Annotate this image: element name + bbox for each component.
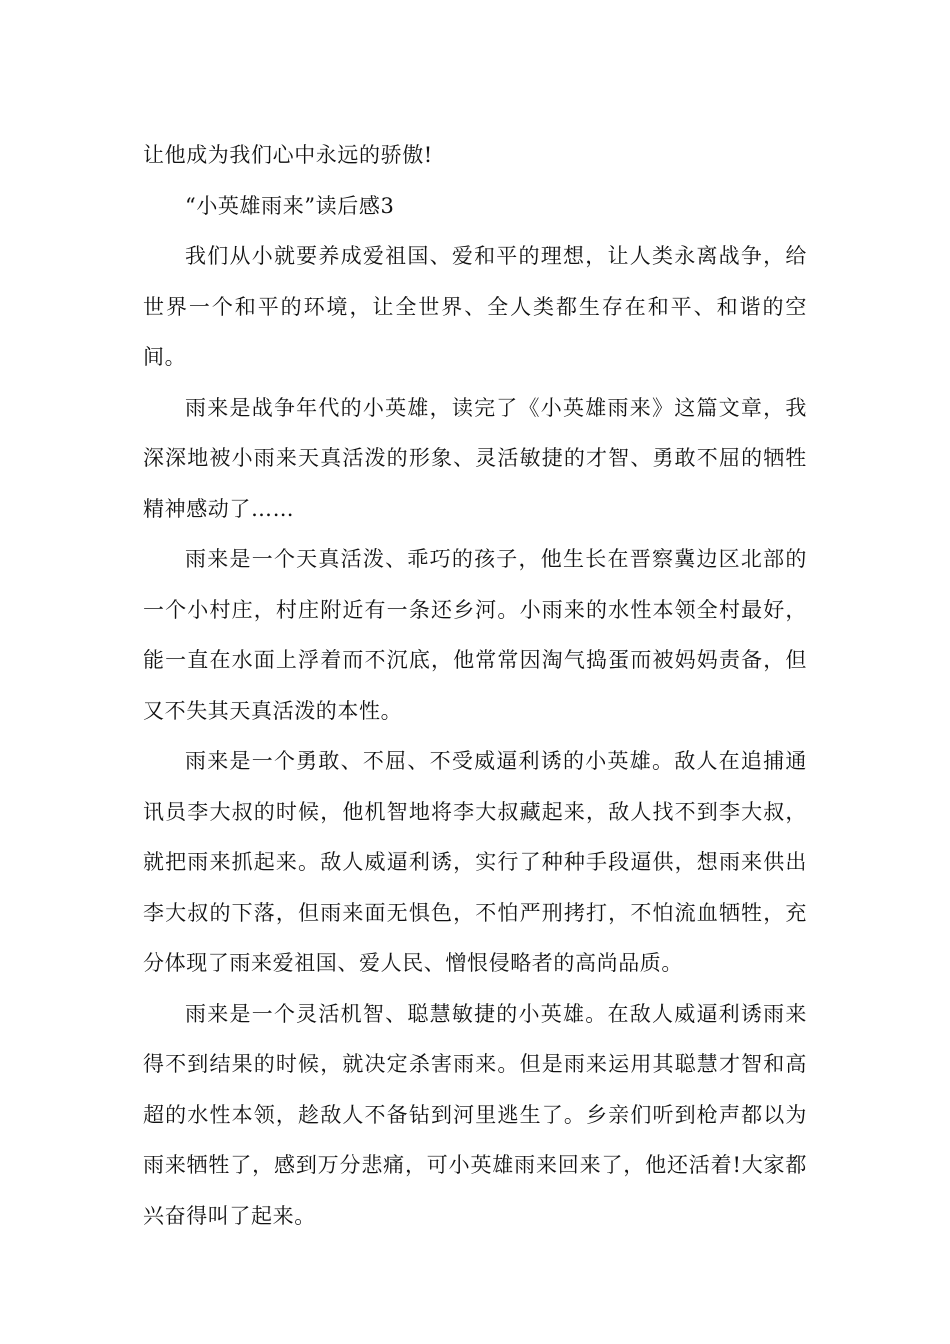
essay-title: “小英雄雨来”读后感3 — [185, 193, 395, 218]
paragraph: 雨来是一个灵活机智、聪慧敏捷的小英雄。在敌人威逼利诱雨来得不到结果的时候，就决定杀害雨来。但是雨来运用其聪慧才智和高超的水性本领，趁敌人不备钻到河里逃生了。乡亲们听到枪声都以为雨来牺牲了，感到万分悲痛，可小英雄雨来回来了，他还活着!大家都兴奋得叫了起来。 — [143, 1001, 807, 1228]
paragraph-closing-line: 让他成为我们心中永远的骄傲! — [143, 143, 433, 167]
paragraph: 我们从小就要养成爱祖国、爱和平的理想，让人类永离战争，给世界一个和平的环境，让全世界、全人类都生存在和平、和谐的空间。 — [143, 244, 807, 369]
paragraph: 雨来是战争年代的小英雄，读完了《小英雄雨来》这篇文章，我深深地被小雨来天真活泼的形象、灵活敏捷的才智、勇敢不屈的牺牲精神感动了…… — [143, 395, 807, 521]
paragraph: 雨来是一个天真活泼、乖巧的孩子，他生长在晋察冀边区北部的一个小村庄，村庄附近有一条还乡河。小雨来的水性本领全村最好，能一直在水面上浮着而不沉底，他常常因淘气捣蛋而被妈妈责备，但又不失其天真活泼的本性。 — [143, 547, 807, 723]
paragraph: 雨来是一个勇敢、不屈、不受威逼利诱的小英雄。敌人在追捕通讯员李大叔的时候，他机智地将李大叔藏起来，敌人找不到李大叔，就把雨来抓起来。敌人威逼利诱，实行了种种手段逼供，想雨来供出李大叔的下落，但雨来面无惧色，不怕严刑拷打，不怕流血牺牲，充分体现了雨来爱祖国、爱人民、憎恨侵略者的高尚品质。 — [143, 749, 807, 975]
document-body — [143, 130, 807, 1241]
